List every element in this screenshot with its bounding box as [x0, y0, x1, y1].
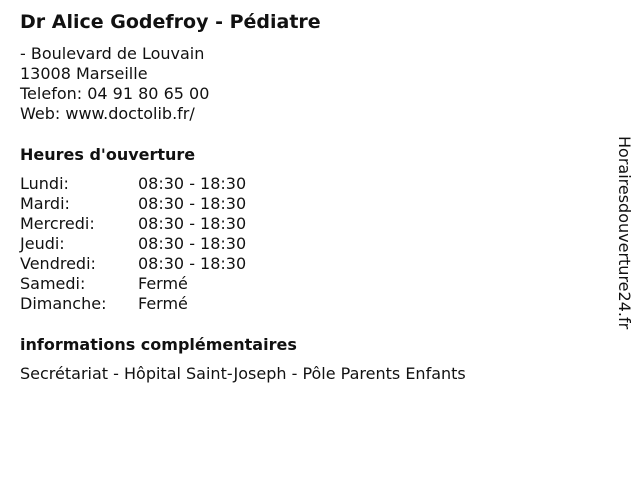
web-line: Web: www.doctolib.fr/ — [20, 104, 195, 123]
address-line-1: - Boulevard de Louvain — [20, 44, 205, 63]
opening-hours-table — [20, 174, 600, 314]
additional-info-heading: informations complémentaires — [20, 335, 297, 354]
day-label: Dimanche: — [20, 294, 107, 313]
hours-value: Fermé — [138, 274, 188, 293]
hours-row-thursday — [20, 234, 600, 254]
day-label: Mercredi: — [20, 214, 95, 233]
site-watermark: Horairesdouverture24.fr — [615, 136, 634, 330]
page-title: Dr Alice Godefroy - Pédiatre — [20, 11, 321, 33]
hours-row-monday — [20, 174, 600, 194]
opening-hours-heading: Heures d'ouverture — [20, 145, 196, 164]
hours-row-saturday — [20, 274, 600, 294]
phone-line: Telefon: 04 91 80 65 00 — [20, 84, 210, 103]
hours-value: 08:30 - 18:30 — [138, 234, 247, 253]
address-line-2: 13008 Marseille — [20, 64, 148, 83]
hours-row-tuesday — [20, 194, 600, 214]
hours-row-wednesday — [20, 214, 600, 234]
hours-value: 08:30 - 18:30 — [138, 214, 247, 233]
day-label: Mardi: — [20, 194, 70, 213]
hours-value: 08:30 - 18:30 — [138, 254, 247, 273]
day-label: Jeudi: — [20, 234, 65, 253]
hours-row-sunday — [20, 294, 600, 314]
day-label: Vendredi: — [20, 254, 96, 273]
hours-value: 08:30 - 18:30 — [138, 194, 247, 213]
day-label: Lundi: — [20, 174, 69, 193]
additional-info-text: Secrétariat - Hôpital Saint-Joseph - Pôle Parents Enfants — [20, 364, 466, 383]
hours-value: Fermé — [138, 294, 188, 313]
day-label: Samedi: — [20, 274, 86, 293]
hours-value: 08:30 - 18:30 — [138, 174, 247, 193]
hours-row-friday — [20, 254, 600, 274]
listing-card — [20, 10, 600, 384]
